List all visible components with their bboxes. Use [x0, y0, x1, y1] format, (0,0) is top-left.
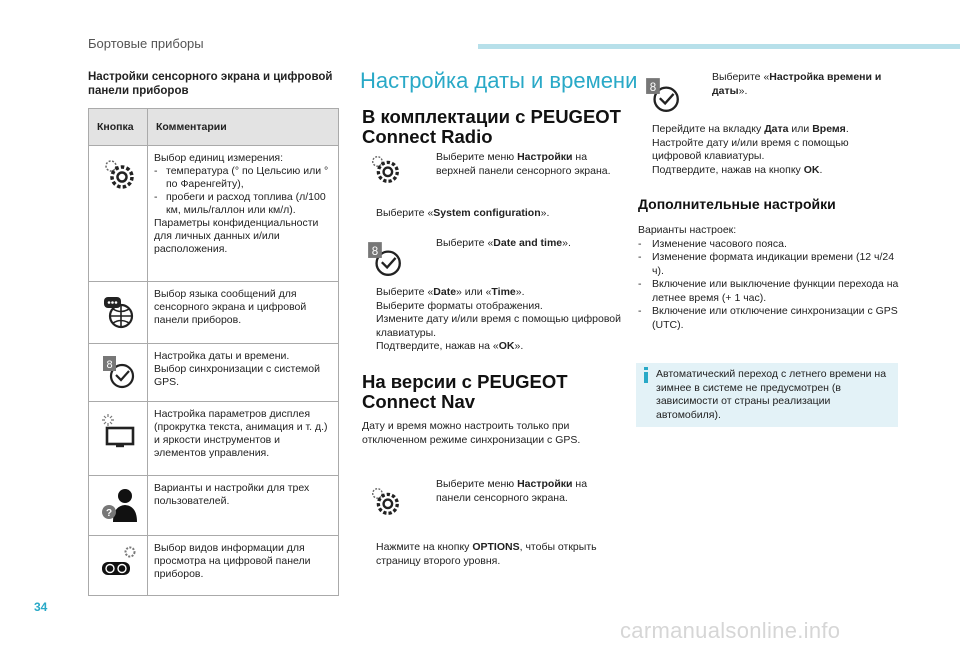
page-number: 34 [34, 600, 48, 614]
watermark: carmanualsonline.info [620, 618, 841, 643]
list-item: Выберите «Date» или «Time». [376, 286, 525, 298]
svg-text:8: 8 [649, 80, 657, 94]
info-note [636, 363, 898, 427]
settings-gear-icon [101, 156, 137, 192]
info-note-text: Автоматический переход с летнего времени на зимнее в системе не предусмотрен (в зависимости от страны реализации автомобиля). [656, 368, 887, 421]
info-icon [642, 367, 650, 383]
row-text: Выбор синхронизации с системой GPS. [154, 363, 320, 388]
list-item: Выберите форматы отображения. [376, 299, 543, 312]
steps-list [638, 123, 900, 177]
row1-line: Параметры конфиденциальности для личных данных и/или расположения. [154, 217, 319, 255]
calendar-clock-icon [644, 76, 682, 114]
row-text: Выбор видов информации для просмотра на цифровой панели приборов. [154, 542, 311, 580]
table-row [89, 344, 339, 402]
table-row [89, 536, 339, 596]
extra-settings-list [638, 224, 900, 332]
list-item: Настройте дату и/или время с помощью цифровой клавиатуры. [652, 136, 849, 162]
step: Выберите «Настройка времени и даты». [712, 71, 882, 97]
step: Выберите меню Настройки на верхней панели сенсорного экрана. [436, 151, 611, 177]
row-text: Настройка даты и времени. [154, 350, 290, 362]
step: Нажмите на кнопку OPTIONS, чтобы открыть страницу второго уровня. [376, 541, 597, 567]
table-row: Выбор единиц измерения: - температура (° по Цельсию или ° по Фаренгейту), - пробеги и расход топлива (л/100 км, миль/галлон или км/л). Параметры конфиденциальности для личных данных и/или расположения. [89, 146, 339, 282]
table-row [89, 476, 339, 536]
settings-table [88, 108, 339, 596]
step: Выберите «Date and time». [436, 237, 571, 249]
extra-settings-heading: Дополнительные настройки [638, 196, 836, 212]
table-row [89, 402, 339, 476]
step: Выберите «System configuration». [376, 207, 550, 219]
table-header-button: Кнопка [89, 109, 148, 146]
svg-text:8: 8 [371, 244, 379, 258]
section-heading-connect-nav: На версии с PEUGEOT Connect Nav [362, 371, 568, 412]
svg-text:8: 8 [106, 359, 113, 371]
header-bar [478, 44, 960, 49]
list-item: - Включение или выключение функции перехода на летнее время (+ 1 час). [638, 278, 899, 304]
list-item: - Изменение формата индикации времени (12 ч/24 ч). [638, 251, 895, 277]
list-item: - Изменение часового пояса. [638, 237, 787, 250]
settings-gear-icon [368, 484, 402, 518]
calendar-clock-icon [366, 240, 404, 278]
list-item: Перейдите на вкладку Дата или Время. [652, 123, 849, 135]
list-item: Подтвердите, нажав на «OK». [376, 340, 524, 352]
display-brightness-icon [101, 412, 137, 448]
row1-line: температура (° по Цельсию или ° по Фаренгейту), [166, 165, 329, 190]
extra-intro: Варианты настроек: [638, 224, 737, 236]
nav-intro: Дату и время можно настроить только при отключенном режиме синхронизации с GPS. [362, 420, 581, 446]
table-header-comments: Комментарии [148, 109, 339, 146]
row-text: Настройка параметров дисплея (прокрутка текста, анимация и т. д.) и яркости инструментов и элементов управления. [154, 408, 328, 459]
svg-text:?: ? [105, 508, 113, 519]
step: Выберите меню Настройки на панели сенсорного экрана. [436, 478, 588, 504]
steps-list [362, 286, 624, 354]
section-title: Бортовые приборы [88, 36, 204, 51]
instrument-panel-icon [101, 544, 137, 580]
language-icon [101, 294, 137, 330]
row1-line: пробеги и расход топлива (л/100 км, миль/галлон или км/л). [166, 191, 326, 216]
row-text: Варианты и настройки для трех пользователей. [154, 482, 310, 507]
list-item: Подтвердите, нажав на кнопку OK. [652, 163, 823, 176]
list-item: Измените дату и/или время с помощью цифровой клавиатуры. [376, 313, 622, 339]
list-item: - Включение или отключение синхронизации с GPS (UTC). [638, 305, 898, 331]
row-text: Выбор языка сообщений для сенсорного экрана и цифровой панели приборов. [154, 288, 307, 326]
table-row [89, 282, 339, 344]
settings-gear-icon [368, 152, 402, 186]
section-heading-connect-radio: В комплектации с PEUGEOT Connect Radio [362, 106, 621, 147]
calendar-clock-icon [101, 354, 137, 390]
page-title: Настройка даты и времени [360, 68, 638, 93]
row1-line: Выбор единиц измерения: [154, 152, 284, 164]
settings-table-heading: Настройки сенсорного экрана и цифровой панели приборов [88, 71, 333, 97]
user-profile-icon [101, 486, 137, 522]
